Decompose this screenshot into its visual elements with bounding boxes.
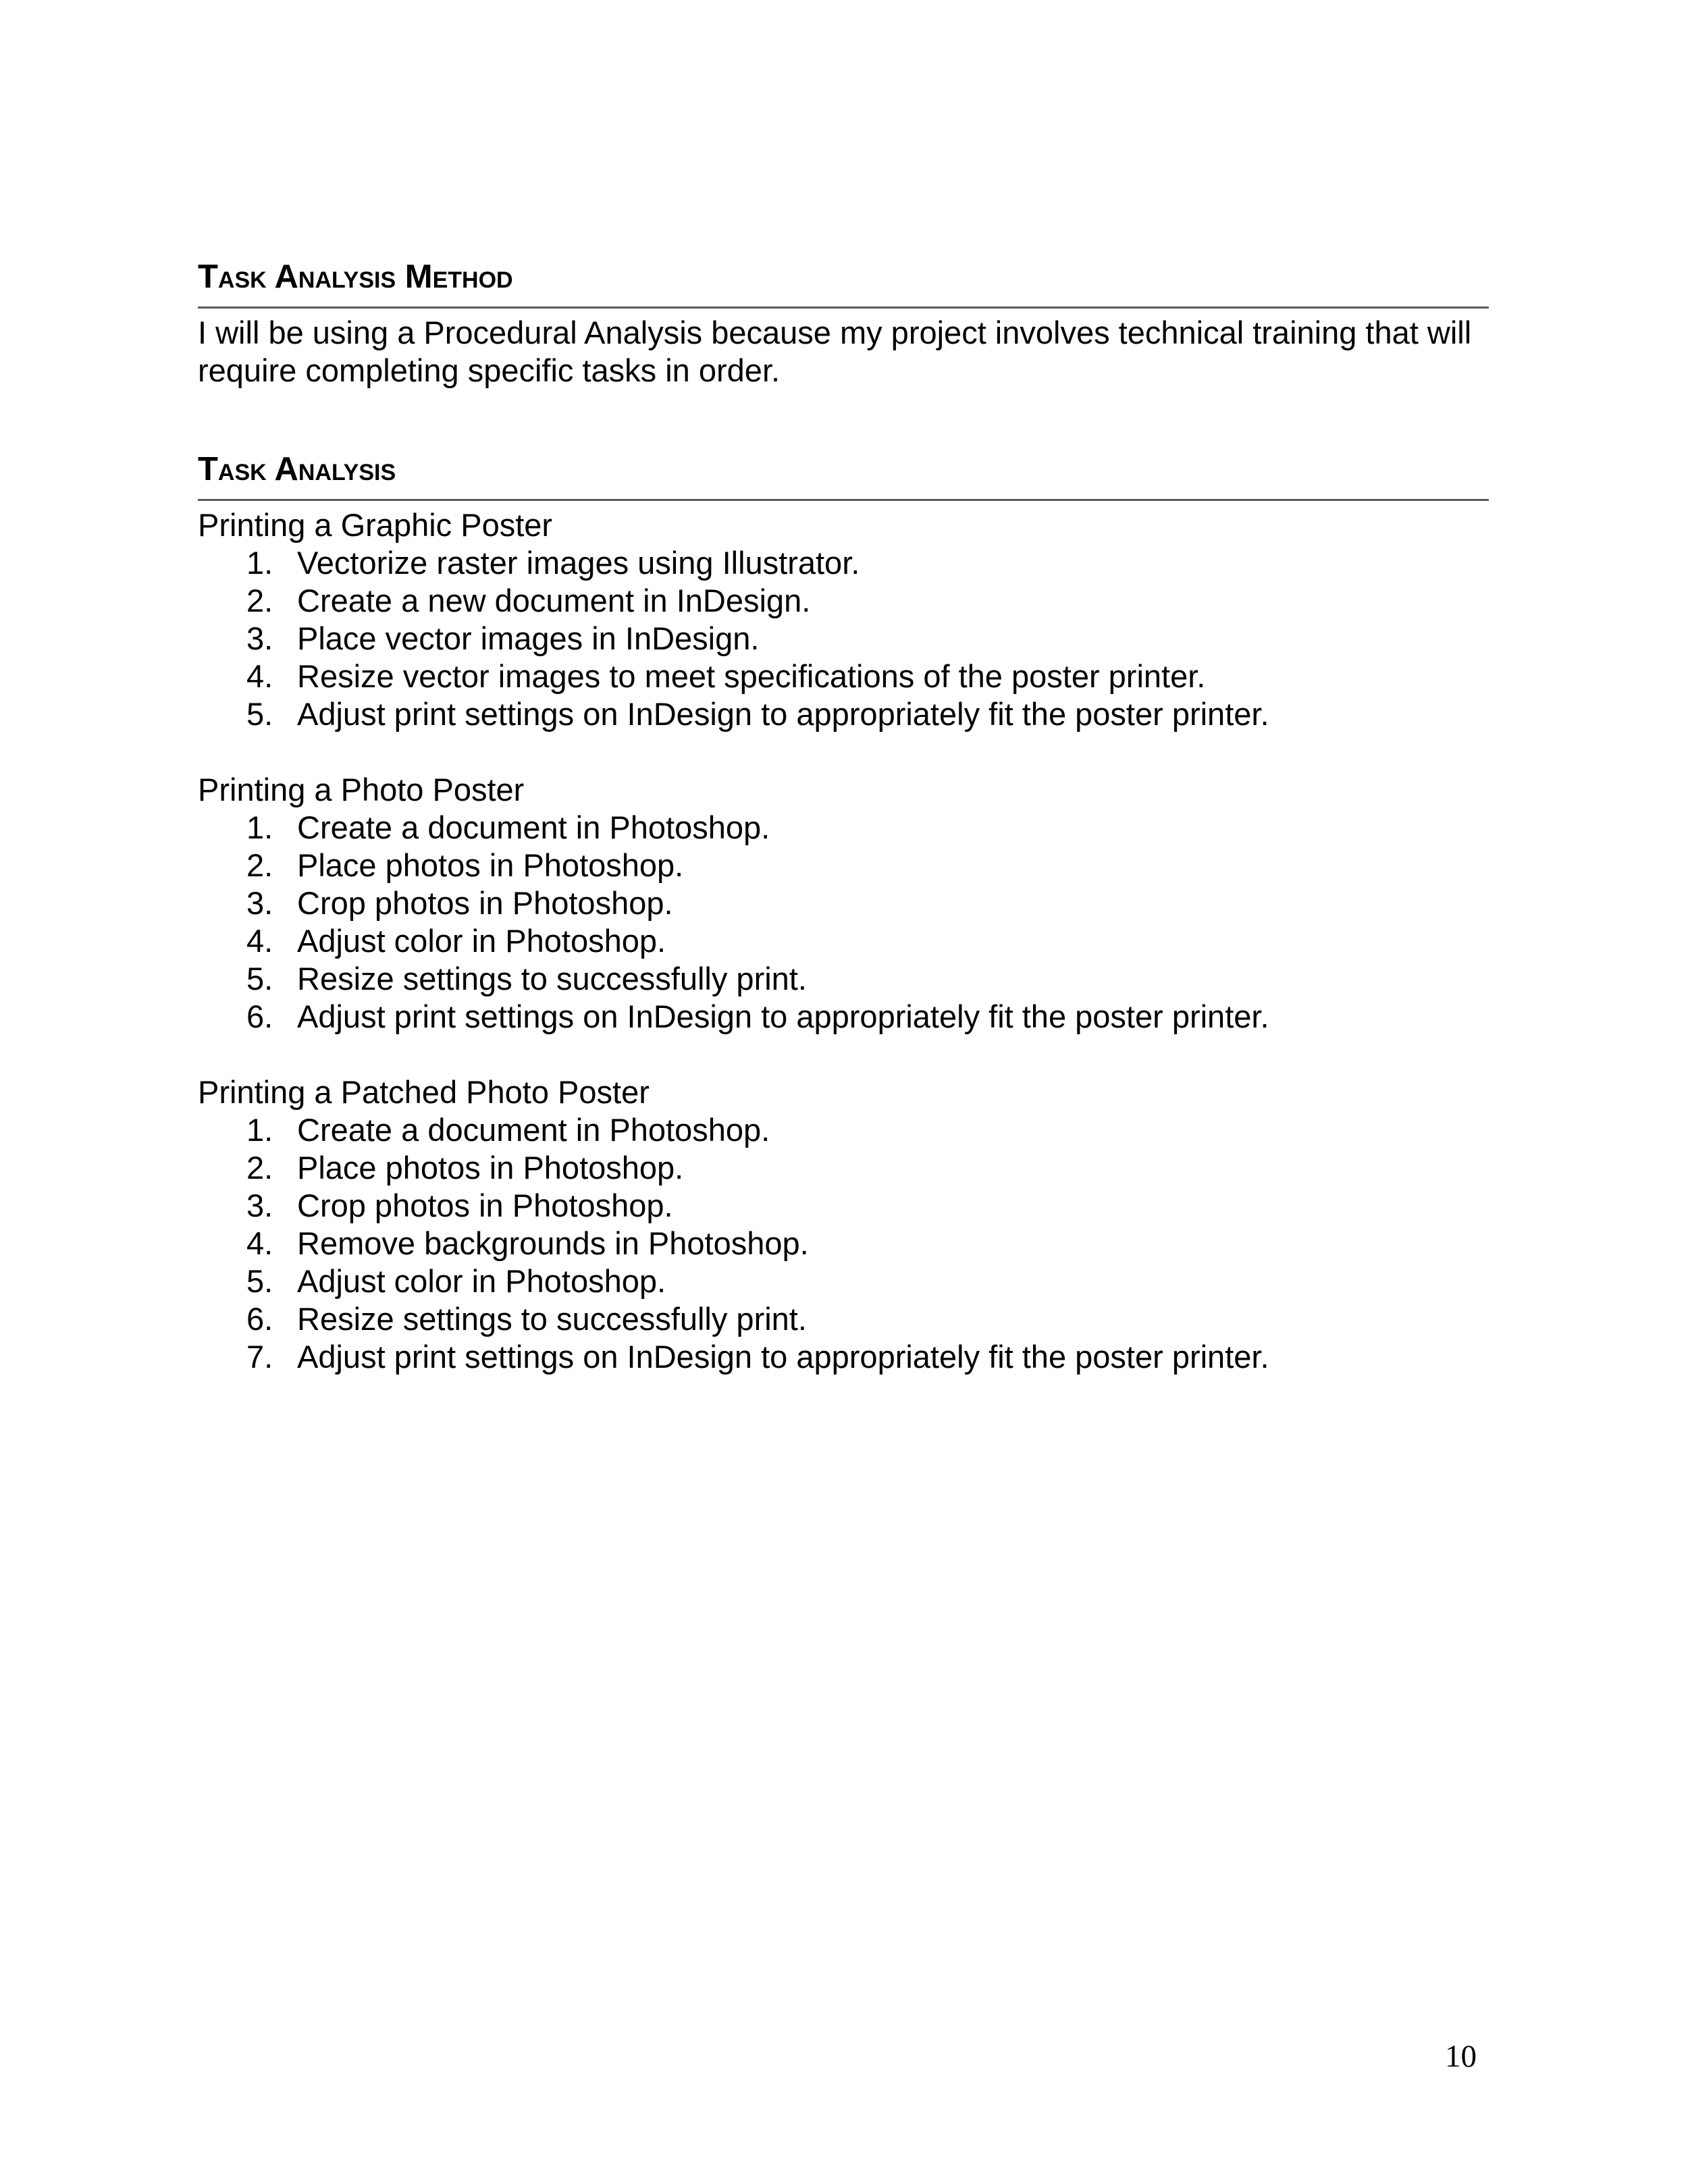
step-text: Create a new document in InDesign.	[297, 583, 811, 618]
step-text: Resize settings to successfully print.	[297, 1301, 807, 1337]
task-group-title: Printing a Patched Photo Poster	[198, 1074, 650, 1110]
step-item	[198, 809, 1489, 847]
step-item	[198, 1111, 1489, 1149]
step-number: 4.	[246, 1225, 273, 1261]
step-item	[198, 620, 1489, 658]
step-number: 5.	[246, 696, 273, 732]
task-group	[198, 1073, 1489, 1376]
step-number: 2.	[246, 847, 273, 883]
step-number: 1.	[246, 545, 273, 581]
task-groups	[198, 506, 1489, 1376]
step-item	[198, 1338, 1489, 1376]
task-group	[198, 771, 1489, 1036]
step-item	[198, 884, 1489, 922]
step-item	[198, 847, 1489, 884]
task-group-title: Printing a Photo Poster	[198, 772, 525, 807]
step-list	[198, 1111, 1489, 1376]
step-text: Place vector images in InDesign.	[297, 620, 760, 656]
step-text: Adjust print settings on InDesign to appropriately fit the poster printer.	[297, 696, 1269, 732]
step-item	[198, 1149, 1489, 1187]
step-list	[198, 544, 1489, 733]
step-text: Adjust color in Photoshop.	[297, 1263, 666, 1299]
step-item	[198, 1300, 1489, 1338]
step-item	[198, 922, 1489, 960]
method-paragraph: I will be using a Procedural Analysis because my project involves technical training that will require completing specific tasks in order.	[198, 315, 1472, 388]
step-text: Crop photos in Photoshop.	[297, 885, 673, 921]
step-number: 6.	[246, 998, 273, 1034]
step-item	[198, 544, 1489, 582]
group-gap	[198, 1036, 1489, 1073]
step-text: Place photos in Photoshop.	[297, 847, 684, 883]
task-group	[198, 506, 1489, 733]
group-gap	[198, 733, 1489, 771]
step-text: Create a document in Photoshop.	[297, 809, 770, 845]
step-item	[198, 1187, 1489, 1225]
step-number: 5.	[246, 961, 273, 996]
step-number: 1.	[246, 1112, 273, 1148]
step-number: 3.	[246, 620, 273, 656]
step-text: Place photos in Photoshop.	[297, 1150, 684, 1186]
page-number: 10	[1445, 2039, 1477, 2074]
step-item	[198, 1262, 1489, 1300]
step-number: 4.	[246, 658, 273, 694]
step-number: 1.	[246, 809, 273, 845]
step-text: Resize settings to successfully print.	[297, 961, 807, 996]
step-text: Vectorize raster images using Illustrator.	[297, 545, 860, 581]
step-number: 6.	[246, 1301, 273, 1337]
step-text: Remove backgrounds in Photoshop.	[297, 1225, 809, 1261]
step-number: 7.	[246, 1339, 273, 1375]
step-text: Adjust color in Photoshop.	[297, 923, 666, 959]
step-number: 2.	[246, 1150, 273, 1186]
step-number: 3.	[246, 885, 273, 921]
step-item	[198, 998, 1489, 1036]
step-number: 3.	[246, 1188, 273, 1223]
step-text: Resize vector images to meet specifications of the poster printer.	[297, 658, 1206, 694]
task-analysis-method-heading: Task Analysis Method	[198, 257, 1489, 309]
page-content	[198, 257, 1489, 1376]
step-text: Create a document in Photoshop.	[297, 1112, 770, 1148]
spacer	[198, 390, 1489, 449]
step-item	[198, 695, 1489, 733]
task-group-title: Printing a Graphic Poster	[198, 507, 553, 543]
step-text: Adjust print settings on InDesign to appropriately fit the poster printer.	[297, 1339, 1269, 1375]
step-text: Adjust print settings on InDesign to appropriately fit the poster printer.	[297, 998, 1269, 1034]
step-number: 2.	[246, 583, 273, 618]
step-item	[198, 960, 1489, 998]
step-number: 5.	[246, 1263, 273, 1299]
step-item	[198, 658, 1489, 695]
step-item	[198, 1225, 1489, 1262]
step-text: Crop photos in Photoshop.	[297, 1188, 673, 1223]
step-item	[198, 582, 1489, 620]
step-list	[198, 809, 1489, 1036]
task-analysis-heading: Task Analysis	[198, 449, 1489, 501]
step-number: 4.	[246, 923, 273, 959]
